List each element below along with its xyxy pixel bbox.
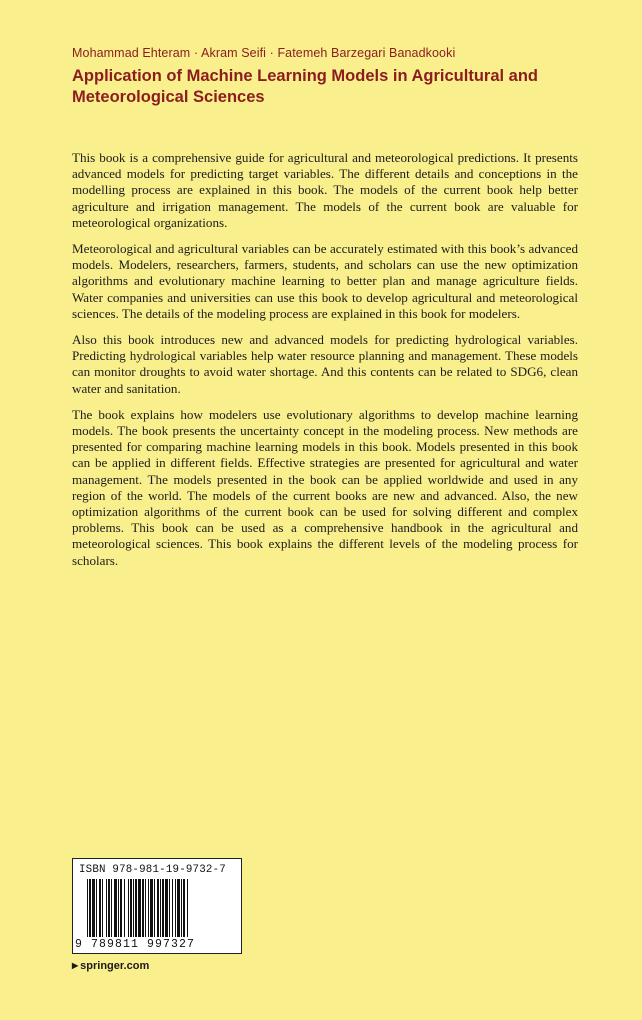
publisher-link[interactable] <box>72 960 149 972</box>
description-paragraph: Also this book introduces new and advanced models for predicting hydrological variables. Predicting hydrological variables help water resource planning and management. These models can monitor droughts to avoid water shortage. And this contents can be related to SDG6, clean water and sanitation. <box>72 332 578 396</box>
book-description <box>72 150 578 579</box>
book-title-line-2: Meteorological Sciences <box>72 88 265 106</box>
isbn-label: ISBN 978-981-19-9732-7 <box>79 864 226 876</box>
publisher-link-text: springer.com <box>80 960 150 972</box>
book-title-line-1: Application of Machine Learning Models in Agricultural and <box>72 67 539 85</box>
authors: Mohammad Ehteram · Akram Seifi · Fatemeh Barzegari Banadkooki <box>72 46 456 60</box>
isbn-barcode <box>72 858 242 954</box>
book-title <box>72 66 592 108</box>
description-paragraph: Meteorological and agricultural variables can be accurately estimated with this book’s advanced models. Modelers, researchers, farmers, students, and scholars can use the new optimization algorithms and evolutionary machine learning to better plan and manage agriculture fields. Water companies and universities can use this book to develop agricultural and meteorological sciences. The details of the modeling process are explained in this book for modelers. <box>72 241 578 321</box>
triangle-right-icon: ▶ <box>72 961 79 970</box>
barcode-digits: 9 789811 997327 <box>75 938 196 951</box>
description-paragraph: This book is a comprehensive guide for agricultural and meteorological predictions. It presents advanced models for predicting target variables. The different details and conceptions in the modelling process are explained in this book. The models of the current book help better agriculture and irrigation management. The models of the current book are valuable for meteorological organizations. <box>72 150 578 230</box>
description-paragraph: The book explains how modelers use evolutionary algorithms to develop machine learning models. The book presents the uncertainty concept in the modeling process. New methods are presented for comparing machine learning models in this book. Models presented in this book can be applied in different fields. Effective strategies are presented for agricultural and water management. The models presented in the book can be applied worldwide and used in any region of the world. The models of the current books are new and advanced. Also, the new optimization algorithms of the current book can be used for solving different and complex problems. This book can be used as a comprehensive handbook in the agricultural and meteorological sciences. This book explains the different levels of the modeling process for scholars. <box>72 406 578 568</box>
barcode-bars <box>87 879 229 939</box>
